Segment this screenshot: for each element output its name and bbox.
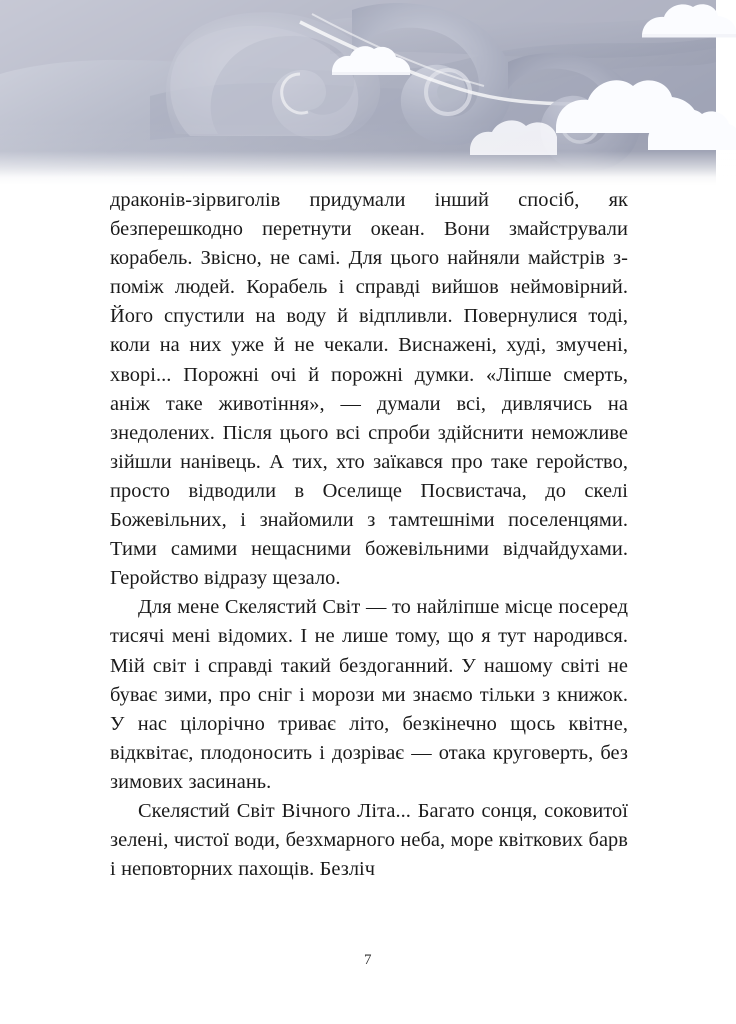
- paragraph-1: драконів-зірвиголів придумали інший спосіб, як безперешкодно перетнути океан. Вони змайстрували корабель. Звісно, не самі. Для цього найняли майстрів з-поміж людей. Корабель і справді вийшов неймовірний. Його спустили на воду й відпливли. Повернулися тоді, коли на них уже й не чекали. Виснажені, худі, змучені, хворі... Порожні очі й порожні думки. «Ліпше смерть, аніж таке животіння», — думали всі, дивлячись на знедолених. Після цього всі спроби здійснити неможливе зійшли нанівець. А тих, хто заїкався про таке геройство, просто відводили в Оселище Посвистача, до скелі Божевільних, і знайомили з тамтешніми поселенцями. Тими самими нещасними божевільними відчайдухами. Геройство відразу щезало.: [110, 189, 628, 590]
- paragraph-3: Скелястий Світ Вічного Літа... Багато сонця, соковитої зелені, чистої води, безхмарного неба, море квіткових барв і неповторних пахощів. Безліч: [110, 799, 628, 881]
- paragraph-2: Для мене Скелястий Світ — то найліпше місце посеред тисячі мені відомих. І не лише тому, що я тут народився. Мій світ і справді такий бездоганний. У нашому світі не буває зими, про сніг і морози ми знаємо тільки з книжок. У нас цілорічно триває літо, безкінечно щось квітне, відквітає, плодоносить і дозріває — отака круговерть, без зимових засинань.: [110, 596, 628, 793]
- cloud-swirl-ornament-icon: [0, 0, 736, 185]
- page-number: 7: [364, 952, 372, 968]
- body-text: [110, 186, 628, 884]
